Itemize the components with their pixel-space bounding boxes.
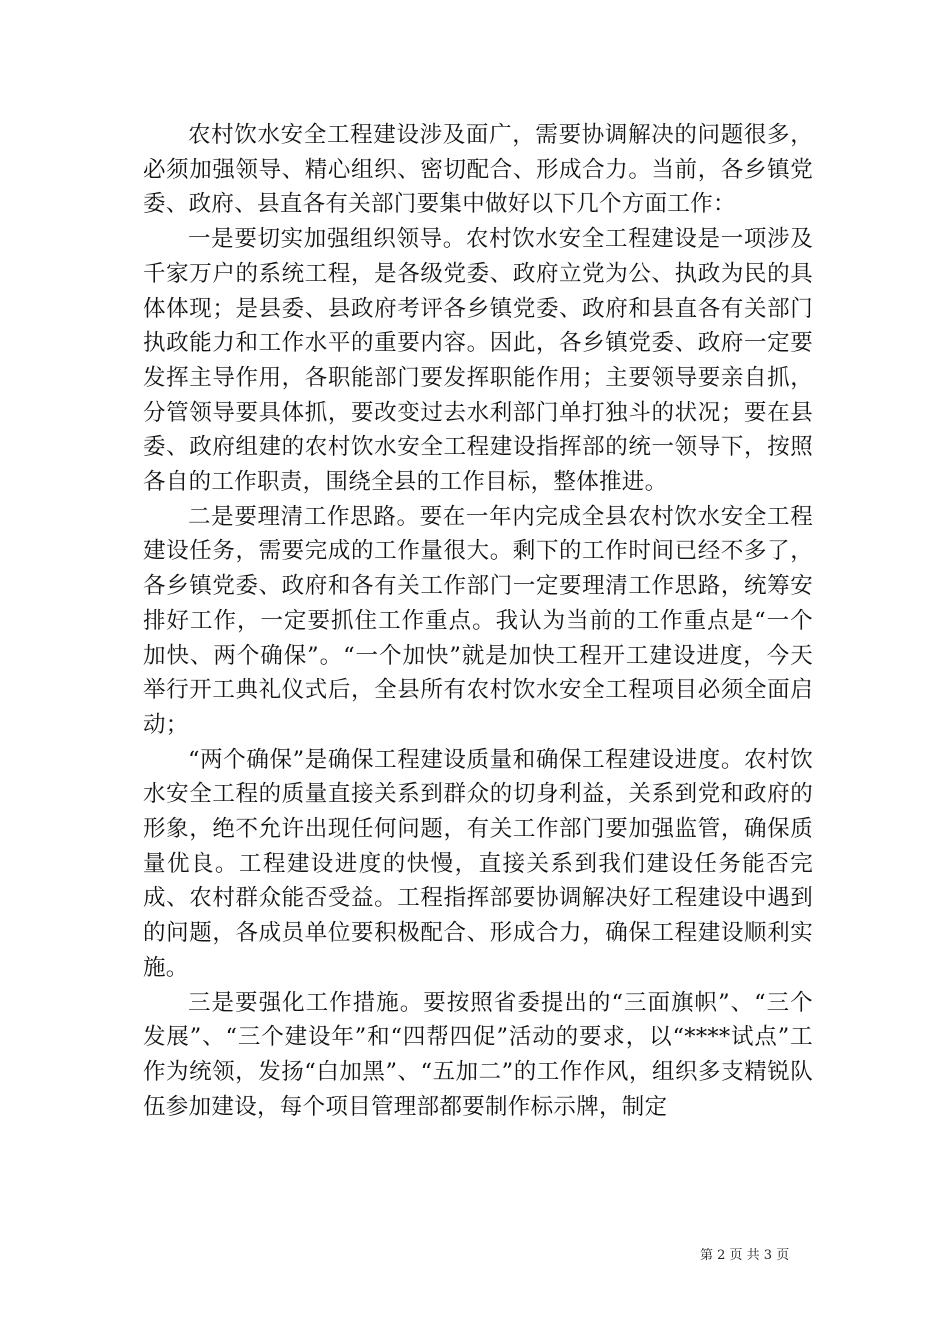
paragraph-intro: 农村饮水安全工程建设涉及面广，需要协调解决的问题很多，必须加强领导、精心组织、密切配合、形成合力。当前，各乡镇党委、政府、县直各有关部门要集中做好以下几个方面工作： (143, 122, 813, 218)
paragraph-point-two: 二是要理清工作思路。要在一年内完成全县农村饮水安全工程建设任务，需要完成的工作量很大。剩下的工作时间已经不多了，各乡镇党委、政府和各有关工作部门一定要理清工作思路，统筹安排好工作，一定要抓住工作重点。我认为当前的工作重点是“一个加快、两个确保”。“一个加快”就是加快工程开工建设进度，今天举行开工典礼仪式后，全县所有农村饮水安全工程项目必须全面启动； (143, 503, 813, 738)
page-number: 第 2 页 共 3 页 (700, 1248, 790, 1263)
paragraph-point-three: 三是要强化工作措施。要按照省委提出的“三面旗帜”、“三个发展”、“三个建设年”和“四帮四促”活动的要求，以“****试点”工作为统领，发扬“白加黑”、“五加二”的工作作风，组织多支精锐队伍参加建设，每个项目管理部都要制作标示牌，制定 (143, 989, 813, 1120)
paragraph-two-guarantees: “两个确保”是确保工程建设质量和确保工程建设进度。农村饮水安全工程的质量直接关系到群众的切身利益，关系到党和政府的形象，绝不允许出现任何问题，有关工作部门要加强监管，确保质量优良。工程建设进度的快慢，直接关系到我们建设任务能否完成、农村群众能否受益。工程指挥部要协调解决好工程建设中遇到的问题，各成员单位要积极配合、形成合力，确保工程建设顺利实施。 (143, 746, 813, 981)
paragraph-point-one: 一是要切实加强组织领导。农村饮水安全工程建设是一项涉及千家万户的系统工程，是各级党委、政府立党为公、执政为民的具体体现；是县委、县政府考评各乡镇党委、政府和县直各有关部门执政能力和工作水平的重要内容。因此，各乡镇党委、政府一定要发挥主导作用，各职能部门要发挥职能作用；主要领导要亲自抓，分管领导要具体抓，要改变过去水利部门单打独斗的状况；要在县委、政府组建的农村饮水安全工程建设指挥部的统一领导下，按照各自的工作职责，围绕全县的工作目标，整体推进。 (143, 226, 813, 496)
document-body (143, 118, 813, 1124)
